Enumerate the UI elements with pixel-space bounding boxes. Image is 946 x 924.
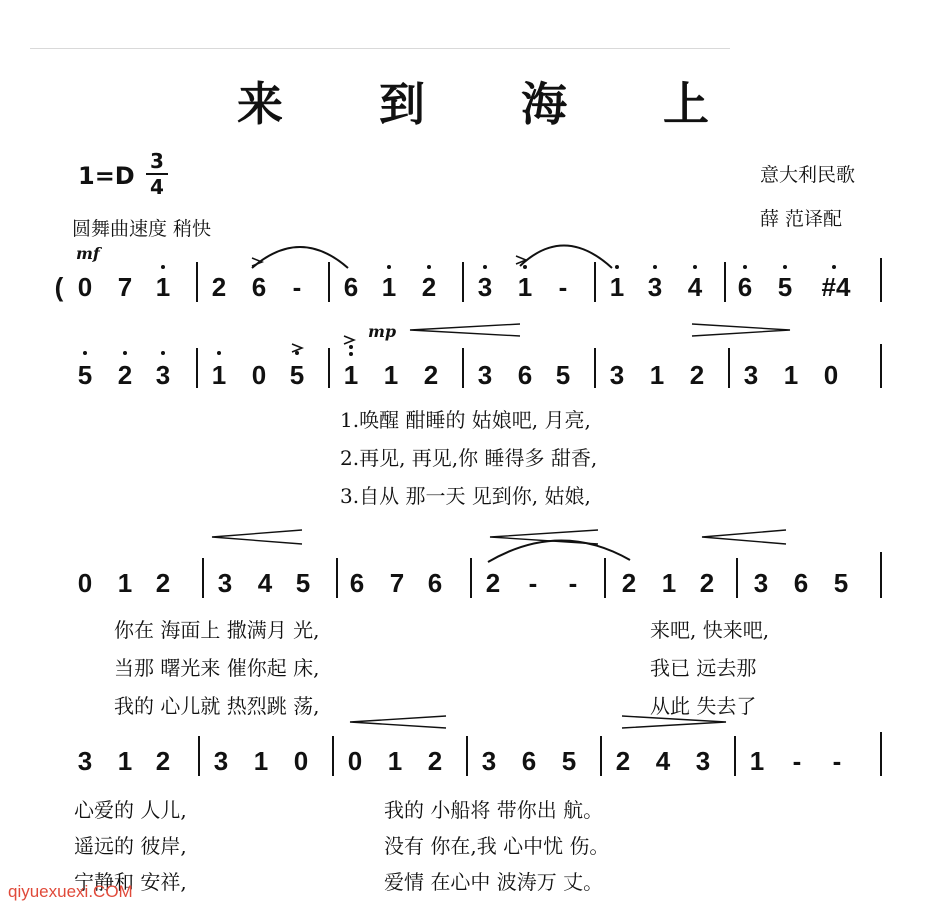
lyric-verse-3: 我的 心儿就 热烈跳 荡, [114,694,320,718]
note: 3 [477,360,493,390]
lyric-verse-3: 从此 失去了 [650,694,757,718]
tempo-marking: 圆舞曲速度 稍快 [72,218,212,240]
note: 6 [737,272,753,302]
note: 0 [77,568,93,598]
note: 2 [615,746,631,776]
key-signature: 1=D [78,162,135,190]
note: 0 [251,360,267,390]
note: 6 [343,272,359,302]
note: 5 [833,568,849,598]
note: 2 [421,272,437,302]
note: 3 [155,360,171,390]
note: 1 [155,272,171,302]
note: 5 [561,746,577,776]
note: 2 [211,272,227,302]
crescendo-hairpin [702,530,786,544]
note: 6 [349,568,365,598]
song-title: 来 到 海 上 [236,77,750,131]
note: 5 [777,272,793,302]
note: 2 [485,568,501,598]
note: 2 [689,360,705,390]
note: 1 [117,568,133,598]
time-sig-bottom: 4 [150,175,164,199]
dash: - [832,746,842,776]
note: 5 [77,360,93,390]
watermark: qiyuexuexi.COM [8,882,133,901]
note: 3 [647,272,663,302]
note: 1 [649,360,665,390]
note: 1 [661,568,677,598]
note: 3 [743,360,759,390]
paren-open: ( [54,272,64,302]
origin-credit: 意大利民歌 [760,164,856,186]
note: 5 [295,568,311,598]
note: 2 [621,568,637,598]
dash: - [558,272,568,302]
note: 0 [823,360,839,390]
note: 0 [293,746,309,776]
lyric-verse-1: 1.唤醒 酣睡的 姑娘吧, 月亮, [340,408,591,432]
dash: - [528,568,538,598]
note: 3 [477,272,493,302]
lyric-verse-3: 宁静和 安祥, [74,870,187,894]
note: 1 [387,746,403,776]
note: 6 [517,360,533,390]
note: 1 [609,272,625,302]
dash: - [792,746,802,776]
lyric-verse-2: 当那 曙光来 催你起 床, [114,656,320,680]
note: 4 [655,746,671,776]
note: 3 [609,360,625,390]
lyric-verse-2: 2.再见, 再见,你 睡得多 甜香, [340,446,598,470]
note: 6 [251,272,267,302]
note: 1 [783,360,799,390]
note: 4 [687,272,703,302]
lyric-verse-1: 你在 海面上 撒满月 光, [114,618,320,642]
note: 4 [257,568,273,598]
note: 1 [749,746,765,776]
note: 3 [753,568,769,598]
note: 5 [555,360,571,390]
lyric-verse-2: 遥远的 彼岸, [74,834,187,858]
lyric-verse-2: 没有 你在,我 心中忧 伤。 [384,834,610,858]
note: 3 [695,746,711,776]
note: 2 [423,360,439,390]
note: 1 [253,746,269,776]
lyric-verse-2: 我已 远去那 [650,656,757,680]
note: 5 [289,360,305,390]
note: 2 [427,746,443,776]
note: 2 [699,568,715,598]
note: 3 [213,746,229,776]
note: 3 [77,746,93,776]
note: 3 [217,568,233,598]
decrescendo-hairpin [692,324,790,336]
lyric-verse-3: 3.自从 那一天 见到你, 姑娘, [340,484,591,508]
accent-marks [252,256,526,352]
dash: - [568,568,578,598]
note: 1 [117,746,133,776]
note: 1 [381,272,397,302]
note: 1 [211,360,227,390]
tie-arc [252,247,348,268]
tie-arc [488,540,630,562]
note: 6 [521,746,537,776]
note: 2 [117,360,133,390]
note: 2 [155,746,171,776]
note: 0 [77,272,93,302]
lyric-verse-3: 爱情 在心中 波涛万 丈。 [384,870,604,894]
note: 7 [389,568,405,598]
tie-arc [520,245,612,268]
lyric-verse-1: 我的 小船将 带你出 航。 [384,798,604,822]
note: #4 [821,272,851,302]
crescendo-hairpin [212,530,302,544]
note: 3 [481,746,497,776]
note: 0 [347,746,363,776]
time-sig-top: 3 [150,149,164,173]
crescendo-hairpin [350,716,446,728]
decrescendo-hairpin [622,716,726,728]
lyric-verse-1: 心爱的 人儿, [74,798,187,822]
note: 6 [793,568,809,598]
dynamic-mp: mp [368,322,397,341]
crescendo-hairpin [410,324,520,336]
note: 1 [343,360,359,390]
dynamic-mf: mf [76,244,100,263]
arranger-credit: 薛 范译配 [760,208,843,230]
note: 1 [383,360,399,390]
note: 7 [117,272,133,302]
note: 6 [427,568,443,598]
dash: - [292,272,302,302]
note: 1 [517,272,533,302]
lyric-verse-1: 来吧, 快来吧, [650,618,770,642]
note: 2 [155,568,171,598]
